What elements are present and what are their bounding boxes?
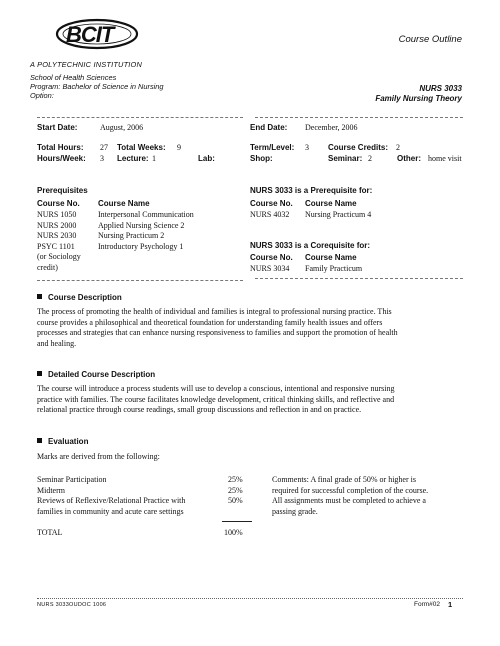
- lab-label: Lab:: [198, 154, 215, 163]
- prereq-for-course-no: NURS 4032: [250, 210, 290, 219]
- course-description-text: [37, 307, 467, 349]
- prereq-for-col-name: Course Name: [305, 199, 357, 208]
- prereq-course-no: NURS 2000: [37, 220, 77, 230]
- prereq-for-col-no: Course No.: [250, 199, 293, 208]
- prereq-course-name: Interpersonal Communication: [98, 210, 194, 219]
- term-label: Term/Level:: [250, 143, 295, 152]
- start-date-value: August, 2006: [100, 123, 144, 132]
- bullet-square-icon: [37, 371, 42, 376]
- end-date-label: End Date:: [250, 123, 288, 132]
- school-name: School of Health Sciences: [30, 73, 117, 82]
- prereq-for-course-name: Nursing Practicum 4: [305, 210, 372, 219]
- comment-line: required for successful completion of the course.: [272, 485, 429, 495]
- divider: [255, 278, 463, 279]
- coreq-heading: NURS 3033 is a Corequisite for:: [250, 241, 371, 250]
- institution-tagline: A POLYTECHNIC INSTITUTION: [30, 60, 143, 69]
- divider: [37, 280, 243, 281]
- prereq-course-numbers: [37, 210, 81, 273]
- divider: [37, 117, 243, 118]
- shop-label: Shop:: [250, 154, 273, 163]
- prereq-for-heading: NURS 3033 is a Prerequisite for:: [250, 186, 373, 195]
- coreq-col-name: Course Name: [305, 253, 357, 262]
- comment-line: All assignments must be completed to achieve a: [272, 496, 426, 505]
- term-value: 3: [305, 143, 309, 152]
- prereq-course-no: credit): [37, 262, 58, 272]
- evaluation-items: [37, 475, 185, 517]
- divider: [255, 117, 463, 118]
- total-hours-label: Total Hours:: [37, 143, 84, 152]
- bullet-square-icon: [37, 438, 42, 443]
- paragraph-line: The course will introduce a process students will use to develop a conscious, intentional and responsive nursing: [37, 384, 395, 393]
- prereq-course-name: Introductory Psychology 1: [98, 241, 184, 251]
- end-date-value: December, 2006: [305, 123, 358, 132]
- evaluation-intro: Marks are derived from the following:: [37, 452, 160, 461]
- evaluation-item-pct: 25%: [228, 475, 243, 484]
- seminar-value: 2: [368, 154, 372, 163]
- evaluation-percentages: [228, 475, 243, 507]
- bcit-logo: [52, 14, 142, 54]
- paragraph-line: The process of promoting the health of individual and families is integral to professional nursing practice. This: [37, 307, 392, 316]
- detailed-description-title: Detailed Course Description: [48, 370, 156, 379]
- lecture-label: Lecture:: [117, 154, 149, 163]
- bullet-square-icon: [37, 294, 42, 299]
- prereq-course-no: (or Sociology: [37, 252, 81, 261]
- hours-week-value: 3: [100, 154, 104, 163]
- credits-label: Course Credits:: [328, 143, 389, 152]
- coreq-col-no: Course No.: [250, 253, 293, 262]
- evaluation-item-label: Midterm: [37, 485, 65, 495]
- paragraph-line: relational practice through course readings, small group discussions and reflection in and on practice.: [37, 405, 362, 414]
- total-weeks-value: 9: [177, 143, 181, 152]
- prereq-col-no: Course No.: [37, 199, 80, 208]
- evaluation-item-pct: 25%: [228, 485, 243, 495]
- coreq-course-no: NURS 3034: [250, 264, 290, 273]
- comment-line: Comments: A final grade of 50% or higher is: [272, 475, 416, 484]
- program-name: Program: Bachelor of Science in Nursing: [30, 82, 164, 91]
- paragraph-line: processes and strategies that can enhance nursing responsiveness to families and support the promotion of health: [37, 328, 398, 337]
- lecture-value: 1: [152, 154, 156, 163]
- seminar-label: Seminar:: [328, 154, 363, 163]
- total-hours-value: 27: [100, 143, 108, 152]
- comment-line: passing grade.: [272, 506, 318, 516]
- footer-file: NURS 3033OUDOC 1006: [37, 602, 107, 608]
- prereq-course-names: [98, 210, 194, 252]
- start-date-label: Start Date:: [37, 123, 78, 132]
- prereq-course-name: Applied Nursing Science 2: [98, 220, 185, 230]
- evaluation-title: Evaluation: [48, 437, 89, 446]
- course-description-heading: [37, 293, 122, 302]
- evaluation-item-label: Seminar Participation: [37, 475, 107, 484]
- evaluation-item-pct: 50%: [228, 496, 243, 505]
- paragraph-line: practice with families. The course facilitates knowledge development, critical thinking skills, and reflective and: [37, 394, 395, 404]
- other-value: home visit: [428, 154, 462, 163]
- total-weeks-label: Total Weeks:: [117, 143, 166, 152]
- total-pct: 100%: [224, 528, 243, 537]
- option-label: Option:: [30, 91, 54, 100]
- credits-value: 2: [396, 143, 400, 152]
- footer-form: Form#02: [414, 601, 441, 608]
- prereq-course-no: NURS 1050: [37, 210, 77, 219]
- course-description-title: Course Description: [48, 293, 122, 302]
- total-label: TOTAL: [37, 528, 63, 537]
- evaluation-item-label: families in community and acute care settings: [37, 506, 184, 516]
- hours-week-label: Hours/Week:: [37, 154, 86, 163]
- prereq-course-no: PSYC 1101: [37, 241, 75, 251]
- course-title: Family Nursing Theory: [375, 94, 462, 103]
- prerequisites-heading: Prerequisites: [37, 186, 88, 195]
- paragraph-line: course provides a philosophical and theoretical foundation for understanding family health issues and offers: [37, 317, 383, 327]
- course-code: NURS 3033: [419, 84, 462, 93]
- total-rule: [222, 521, 252, 522]
- prereq-col-name: Course Name: [98, 199, 150, 208]
- evaluation-item-label: Reviews of Reflexive/Relational Practice with: [37, 496, 186, 505]
- detailed-description-text: [37, 384, 467, 416]
- prereq-course-name: Nursing Practicum 2: [98, 231, 165, 240]
- evaluation-comments: [272, 475, 428, 517]
- prereq-course-no: NURS 2030: [37, 231, 77, 240]
- doc-type: Course Outline: [398, 34, 462, 45]
- evaluation-heading: [37, 437, 88, 446]
- logo-text: BCIT: [66, 22, 114, 47]
- footer-divider: [37, 598, 463, 599]
- page-number: 1: [448, 600, 453, 609]
- detailed-description-heading: [37, 370, 155, 379]
- paragraph-line: and healing.: [37, 338, 77, 348]
- other-label: Other:: [397, 154, 421, 163]
- coreq-course-name: Family Practicum: [305, 264, 363, 273]
